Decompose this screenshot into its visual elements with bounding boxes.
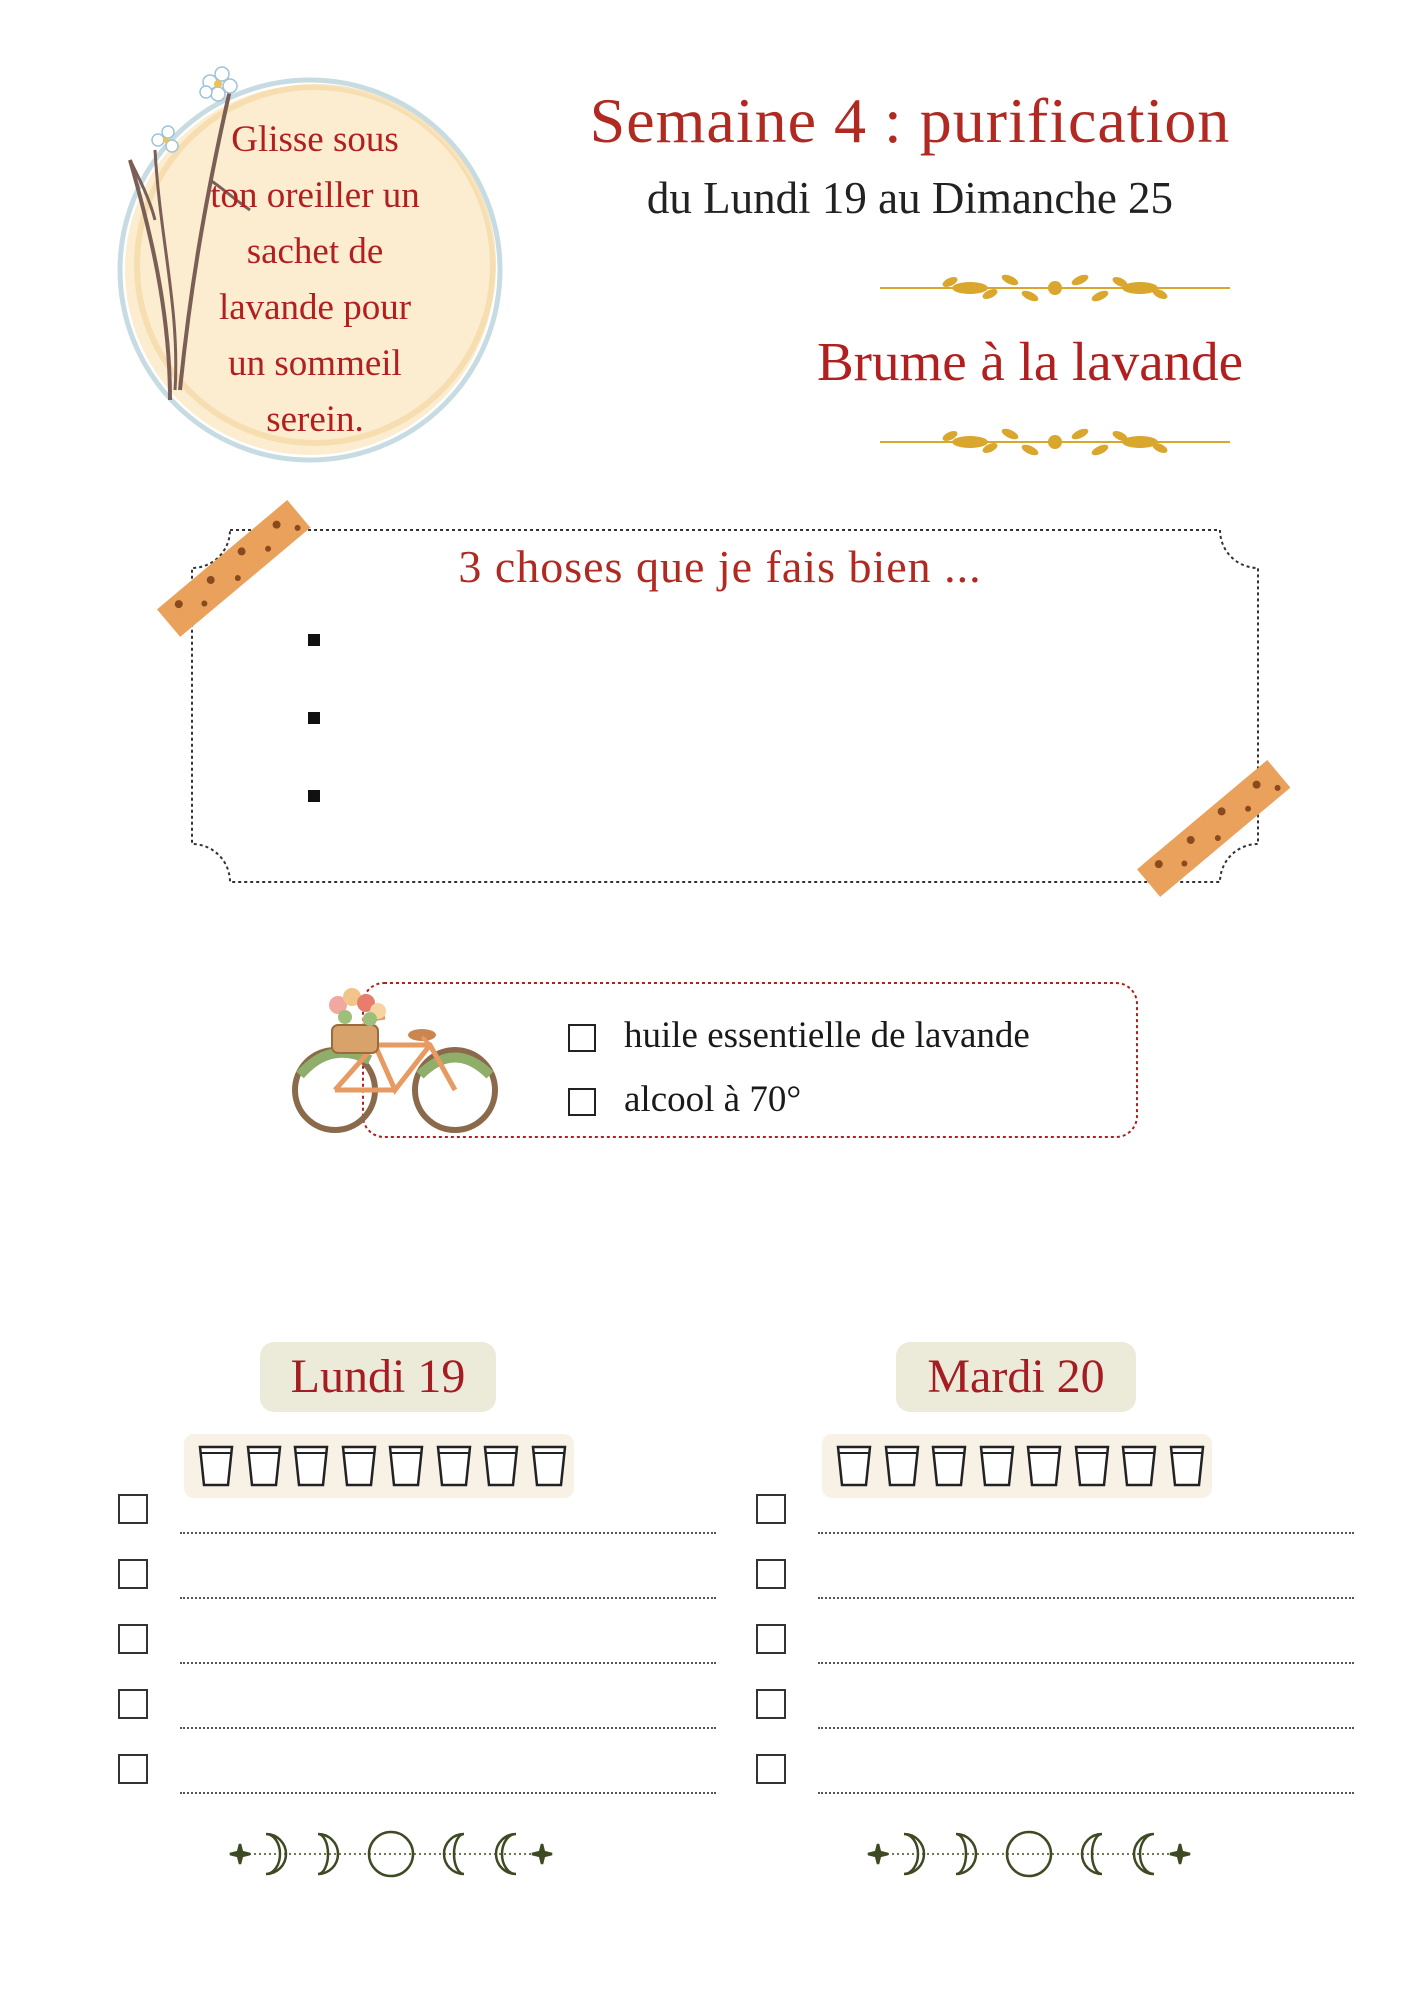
water-glass-icon[interactable] xyxy=(339,1443,379,1489)
water-glass-icon[interactable] xyxy=(386,1443,426,1489)
task-line[interactable] xyxy=(180,1727,716,1729)
gold-divider-icon xyxy=(880,268,1230,308)
moon-phases-icon xyxy=(226,1824,556,1884)
page-title: Semaine 4 : purification xyxy=(589,85,1231,156)
ingredient-label: huile essentielle de lavande xyxy=(624,1015,1030,1056)
gold-divider-icon xyxy=(880,422,1230,462)
task-checkbox[interactable] xyxy=(756,1624,786,1654)
task-checkbox[interactable] xyxy=(118,1689,148,1719)
task-checkbox[interactable] xyxy=(756,1754,786,1784)
ingredient-checkbox[interactable] xyxy=(568,1024,596,1052)
day-label: Lundi 19 xyxy=(260,1342,496,1412)
ingredient-checkbox[interactable] xyxy=(568,1088,596,1116)
water-glass-icon[interactable] xyxy=(1167,1443,1207,1489)
tip-line: Glisse sous xyxy=(231,119,399,160)
water-glass-icon[interactable] xyxy=(977,1443,1017,1489)
water-glass-icon[interactable] xyxy=(1024,1443,1064,1489)
water-glass-icon[interactable] xyxy=(291,1443,331,1489)
task-line[interactable] xyxy=(818,1727,1354,1729)
bullet-point xyxy=(308,712,320,724)
recipe-title: Brume à la lavande xyxy=(816,331,1244,392)
task-checkbox[interactable] xyxy=(118,1494,148,1524)
page-subtitle: du Lundi 19 au Dimanche 25 xyxy=(646,173,1174,223)
task-line[interactable] xyxy=(180,1532,716,1534)
task-line[interactable] xyxy=(180,1662,716,1664)
ingredient-label: alcool à 70° xyxy=(624,1079,802,1120)
task-line[interactable] xyxy=(818,1662,1354,1664)
task-checkbox[interactable] xyxy=(118,1624,148,1654)
washi-tape-icon xyxy=(1120,740,1310,920)
water-glass-icon[interactable] xyxy=(1119,1443,1159,1489)
water-glass-icon[interactable] xyxy=(1072,1443,1112,1489)
day-label: Mardi 20 xyxy=(896,1342,1136,1412)
tip-line: ton oreiller un xyxy=(210,175,420,216)
task-line[interactable] xyxy=(818,1792,1354,1794)
water-glass-icon[interactable] xyxy=(481,1443,521,1489)
task-checkbox[interactable] xyxy=(118,1754,148,1784)
bicycle-flowers-icon xyxy=(290,965,500,1145)
washi-tape-icon xyxy=(140,480,330,660)
water-glass-icon[interactable] xyxy=(196,1443,236,1489)
task-checkbox[interactable] xyxy=(756,1559,786,1589)
tip-line: un sommeil xyxy=(228,343,402,384)
tip-line: lavande pour xyxy=(218,287,412,328)
water-glass-icon[interactable] xyxy=(834,1443,874,1489)
water-glass-icon[interactable] xyxy=(529,1443,569,1489)
bullet-point xyxy=(308,790,320,802)
tip-line: sachet de xyxy=(246,231,384,272)
task-line[interactable] xyxy=(818,1532,1354,1534)
water-glass-icon[interactable] xyxy=(434,1443,474,1489)
water-glass-icon[interactable] xyxy=(929,1443,969,1489)
task-checkbox[interactable] xyxy=(756,1494,786,1524)
tip-line: serein. xyxy=(266,399,364,440)
water-glass-icon[interactable] xyxy=(882,1443,922,1489)
task-checkbox[interactable] xyxy=(756,1689,786,1719)
water-glass-icon[interactable] xyxy=(244,1443,284,1489)
task-line[interactable] xyxy=(180,1597,716,1599)
task-line[interactable] xyxy=(818,1597,1354,1599)
tip-text xyxy=(185,112,445,448)
task-checkbox[interactable] xyxy=(118,1559,148,1589)
moon-phases-icon xyxy=(864,1824,1194,1884)
good-things-title: 3 choses que je fais bien ... xyxy=(458,541,982,592)
task-line[interactable] xyxy=(180,1792,716,1794)
